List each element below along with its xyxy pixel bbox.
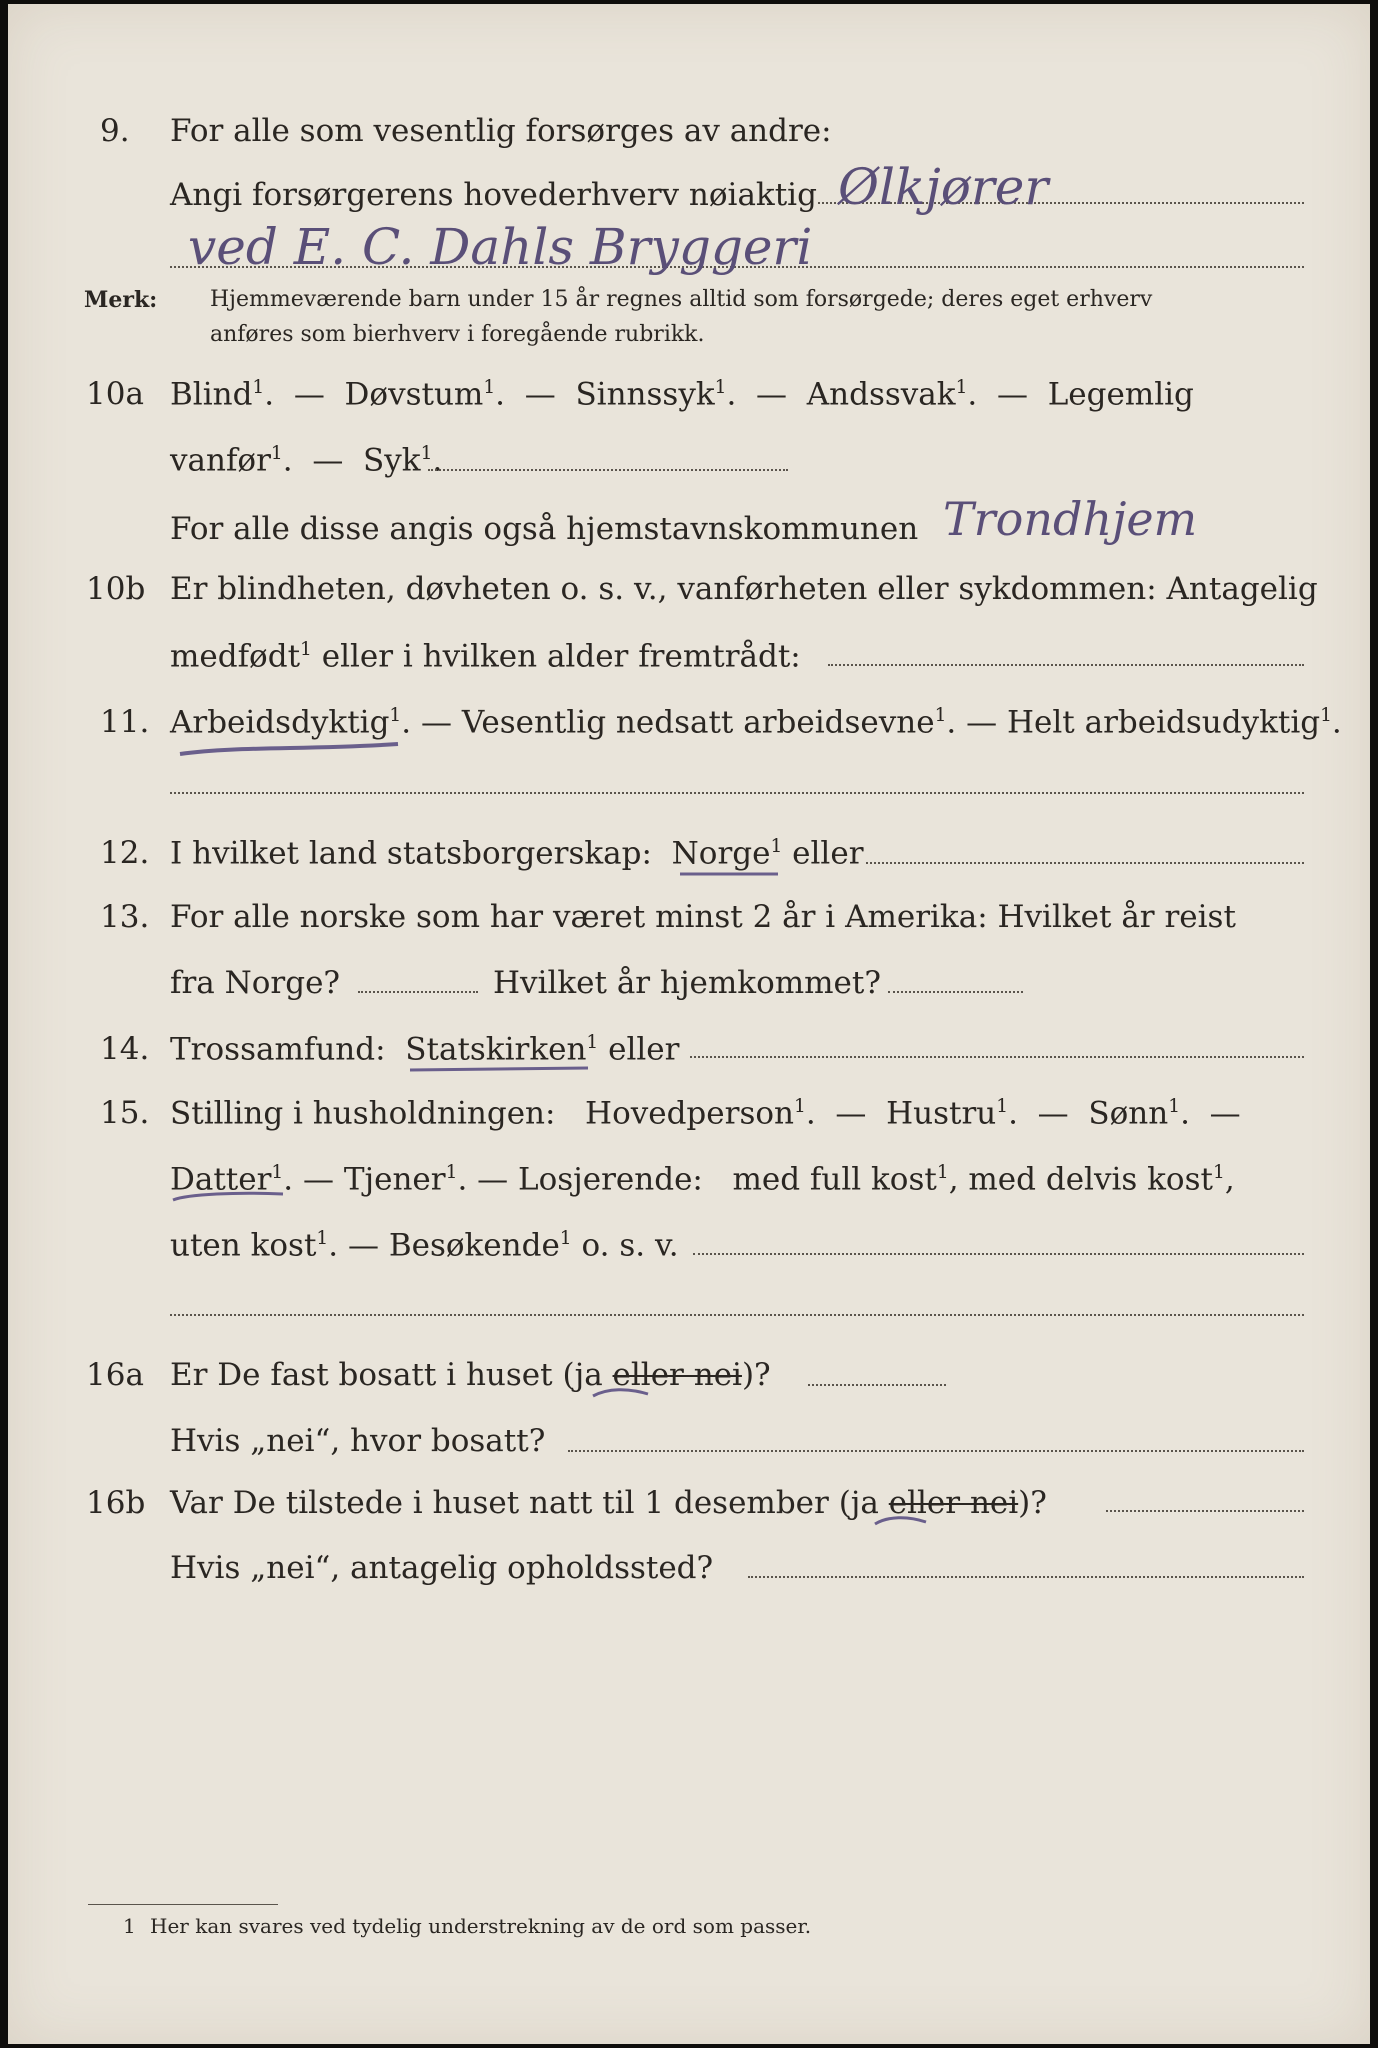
footnote-marker: 1: [123, 1914, 136, 1938]
option-legemlig: Legemlig: [1047, 376, 1194, 413]
option-dovstum: Døvstum: [344, 376, 484, 413]
item-16b-number: 16b: [86, 1485, 146, 1521]
merk-label: Merk:: [84, 287, 158, 313]
item-9-number: 9.: [100, 113, 130, 149]
option-hovedperson: Hovedperson: [585, 1095, 794, 1132]
option-losjerende: Losjerende:: [518, 1161, 703, 1198]
item-16a-number: 16a: [86, 1357, 144, 1393]
option-statskirken: Statskirken: [405, 1031, 587, 1068]
item-16a-text: Er De fast bosatt i huset: [170, 1357, 553, 1393]
item-13-subtext-a: fra Norge?: [170, 965, 341, 1001]
option-ja: ja: [574, 1357, 603, 1393]
item-10a-subtext: For alle disse angis også hjemstavnskommunen: [170, 511, 919, 547]
item-13-text: For alle norske som har været minst 2 år i Amerika: Hvilket år reist: [170, 899, 1236, 935]
footnote-text: Her kan svares ved tydelig understrekning av de ord som passer.: [150, 1914, 812, 1938]
option-syk: Syk: [363, 442, 421, 479]
item-15-text: Stilling i husholdningen:: [170, 1095, 556, 1132]
item-9-text: For alle som vesentlig forsørges av andre:: [170, 113, 832, 149]
item-12-number: 12.: [100, 835, 150, 871]
item-10a-number: 10a: [86, 376, 144, 412]
option-tjener: Tjener: [343, 1161, 446, 1198]
item-9-subtext: Angi forsørgerens hovederhverv nøiaktig: [170, 177, 817, 213]
option-arbeidsdyktig: Arbeidsdyktig: [170, 704, 390, 741]
option-besokende: Besøkende: [388, 1227, 560, 1264]
handwritten-occupation: Ølkjører: [838, 158, 1049, 216]
option-arbeidsudyktig: Helt arbeidsudyktig: [1006, 704, 1321, 741]
item-10b-text: Er blindheten, døvheten o. s. v., vanførheten eller sykdommen: Antagelig: [170, 571, 1318, 607]
item-15-osv: o. s. v.: [581, 1227, 679, 1264]
item-14-eller: eller: [608, 1031, 680, 1068]
option-blind: Blind: [170, 376, 253, 413]
merk-text-line-2: anføres som bierhverv i foregående rubrikk.: [210, 322, 705, 347]
handwritten-employer: ved E. C. Dahls Bryggeri: [188, 218, 813, 276]
handwritten-home-municipality: Trondhjem: [943, 492, 1198, 546]
underline-statskirken: [410, 1068, 588, 1070]
item-12-text: I hvilket land statsborgerskap:: [170, 835, 652, 872]
merk-text-line-1: Hjemmeværende barn under 15 år regnes alltid som forsørgede; deres eget erhverv: [210, 287, 1153, 312]
underline-ja-16a: [593, 1390, 648, 1396]
item-13-number: 13.: [100, 899, 150, 935]
option-andssvak: Andssvak: [806, 376, 956, 413]
option-delvis-kost: med delvis kost: [968, 1161, 1213, 1198]
item-13-subtext-b: Hvilket år hjemkommet?: [493, 965, 881, 1001]
census-form-page: 9. For alle som vesentlig forsørges av andre: Angi forsørgerens hovederhverv nøiaktig Ølkjører ved E. C. Dahls Bryggeri Merk: Hjemmeværende barn under 15 år regnes alltid som forsørgede; deres eget erhverv anføres som bierhverv i foregående rubrikk. 10a Blind$^1$. — Døvstum$^1$. — Sinnssyk$^1$. — Andssvak$^1$. — Legemlig vanfør$^1$. — Syk$^1$. For alle disse angis også hjemstavnskommunen Trondhjem 10b Er blindheten, døvheten o. s. v., vanførheten eller sykdommen: Antagelig medfødt$^1$ eller i hvilken alder fremtrådt: 11. Arbeidsdyktig$^1$. — Vesentlig nedsatt arbeidsevne$^1$. — Helt arbeidsudyktig$^1$. 12. I hvilket land statsborgerskap: Norge$^1$ eller 13. For alle norske som har været minst 2 år i Amerika: Hvilket år reist fra Norge? Hvilket år hjemkommet? 14. Trossamfund: Statskirken$^1$ eller 15. Stilling i husholdningen: Hovedperson$^1$. — Hustru$^1$. — Sønn$^1$. — Datter$^1$. — Tjener$^1$. — Losjerende: med full kost$^1$, med delvis kost$^1$, uten kost$^1$. — Besøkende$^1$ o. s. v. 16a Er De fast bosatt i huset (ja eller nei)? Hvis „nei“, hvor bosatt? 16b Var De tilstede i huset natt til 1 desember (ja eller nei)? Hvis „nei“, antagelig opholdssted? 1 Her kan svares ved tydelig understrekning av de ord som passer.: [8, 4, 1370, 2044]
item-11-number: 11.: [100, 704, 150, 740]
option-hustru: Hustru: [886, 1095, 997, 1132]
item-14-number: 14.: [100, 1031, 150, 1067]
item-14-text: Trossamfund:: [170, 1031, 386, 1068]
item-16b-subtext: Hvis „nei“, antagelig opholdssted?: [170, 1550, 714, 1586]
option-full-kost: med full kost: [732, 1161, 937, 1198]
option-eller-nei-16b-struck: eller nei: [888, 1485, 1019, 1521]
item-10b-number: 10b: [86, 571, 146, 607]
option-sinnssyk: Sinnssyk: [575, 376, 715, 413]
option-datter: Datter: [170, 1161, 272, 1198]
option-vanfor: vanfør: [170, 442, 271, 479]
option-ja-16b: ja: [850, 1485, 879, 1521]
item-16a-subtext: Hvis „nei“, hvor bosatt?: [170, 1423, 546, 1459]
option-norge: Norge: [671, 835, 771, 872]
option-eller-nei-struck: eller nei: [612, 1357, 742, 1393]
underline-ja-16b: [875, 1518, 926, 1524]
option-sonn: Sønn: [1088, 1095, 1169, 1132]
option-medfodt: medfødt: [170, 638, 301, 675]
option-nedsatt: Vesentlig nedsatt arbeidsevne: [461, 704, 935, 741]
pen-marks: [8, 4, 1370, 2044]
item-15-number: 15.: [100, 1095, 150, 1131]
item-10b-subtext: eller i hvilken alder fremtrådt:: [321, 638, 801, 675]
underline-arbeidsdyktig: [180, 744, 398, 754]
item-12-eller: eller: [792, 835, 864, 872]
item-16b-text: Var De tilstede i huset natt til 1 desember: [170, 1485, 829, 1521]
option-uten-kost: uten kost: [170, 1227, 317, 1264]
underline-datter: [173, 1193, 283, 1200]
